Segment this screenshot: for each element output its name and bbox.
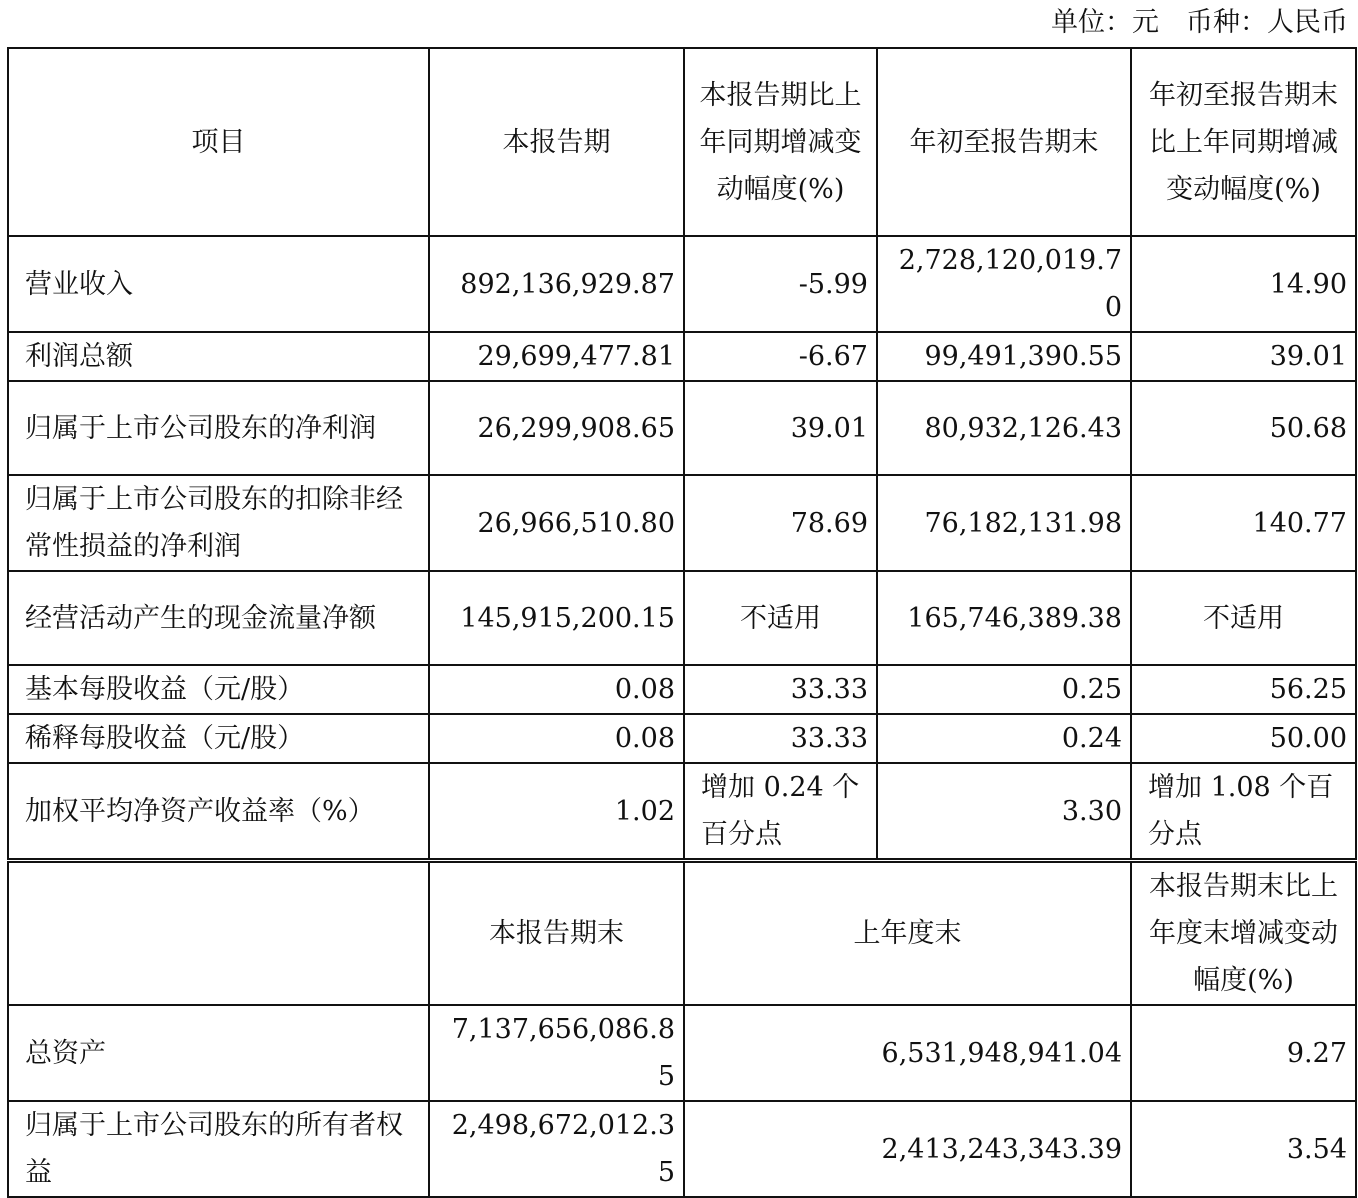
cell-current-change: -6.67 [684, 332, 877, 381]
table-row [8, 714, 1356, 763]
cell-period-end: 2,498,672,012.35 [429, 1101, 684, 1197]
row-label: 营业收入 [8, 236, 429, 332]
header2-item [8, 861, 429, 1006]
cell-current: 0.08 [429, 665, 684, 714]
cell-current-change: -5.99 [684, 236, 877, 332]
cell-current: 892,136,929.87 [429, 236, 684, 332]
unit-currency-note: 单位：元 币种：人民币 [1051, 7, 1348, 38]
row-label: 利润总额 [8, 332, 429, 381]
cell-ytd-change: 39.01 [1131, 332, 1356, 381]
cell-ytd: 0.24 [877, 714, 1131, 763]
row-label: 归属于上市公司股东的所有者权益 [8, 1101, 429, 1197]
table-row [8, 236, 1356, 332]
table-row [8, 571, 1356, 665]
cell-current-change: 33.33 [684, 714, 877, 763]
cell-change: 9.27 [1131, 1005, 1356, 1101]
table-subheader-row [8, 861, 1356, 1006]
row-label: 归属于上市公司股东的扣除非经常性损益的净利润 [8, 475, 429, 571]
cell-change: 3.54 [1131, 1101, 1356, 1197]
financial-data-table [7, 47, 1357, 1198]
cell-current: 145,915,200.15 [429, 571, 684, 665]
header-ytd: 年初至报告期末 [877, 48, 1131, 236]
header-current-period: 本报告期 [429, 48, 684, 236]
cell-ytd: 99,491,390.55 [877, 332, 1131, 381]
cell-current-change: 33.33 [684, 665, 877, 714]
cell-ytd-change: 50.68 [1131, 381, 1356, 475]
table-row [8, 1005, 1356, 1101]
table-row [8, 763, 1356, 861]
cell-ytd-change: 56.25 [1131, 665, 1356, 714]
header-item: 项目 [8, 48, 429, 236]
row-label: 归属于上市公司股东的净利润 [8, 381, 429, 475]
header-prior-year-end: 上年度末 [684, 861, 1131, 1006]
cell-ytd: 2,728,120,019.70 [877, 236, 1131, 332]
cell-current-change: 39.01 [684, 381, 877, 475]
cell-current-change: 78.69 [684, 475, 877, 571]
cell-prior-year-end: 2,413,243,343.39 [684, 1101, 1131, 1197]
cell-current-change: 不适用 [684, 571, 877, 665]
cell-current: 29,699,477.81 [429, 332, 684, 381]
cell-prior-year-end: 6,531,948,941.04 [684, 1005, 1131, 1101]
cell-ytd: 80,932,126.43 [877, 381, 1131, 475]
table-row [8, 332, 1356, 381]
cell-current-change: 增加 0.24 个百分点 [684, 763, 877, 861]
row-label: 基本每股收益（元/股） [8, 665, 429, 714]
cell-current: 0.08 [429, 714, 684, 763]
cell-ytd: 0.25 [877, 665, 1131, 714]
cell-current: 26,966,510.80 [429, 475, 684, 571]
table-row [8, 1101, 1356, 1197]
table-row [8, 381, 1356, 475]
cell-ytd-change: 增加 1.08 个百分点 [1131, 763, 1356, 861]
cell-period-end: 7,137,656,086.85 [429, 1005, 684, 1101]
cell-ytd: 165,746,389.38 [877, 571, 1131, 665]
cell-ytd-change: 50.00 [1131, 714, 1356, 763]
table-row [8, 665, 1356, 714]
cell-current: 26,299,908.65 [429, 381, 684, 475]
row-label: 加权平均净资产收益率（%） [8, 763, 429, 861]
header-period-end: 本报告期末 [429, 861, 684, 1006]
cell-ytd-change: 不适用 [1131, 571, 1356, 665]
header-current-change: 本报告期比上年同期增减变动幅度(%) [684, 48, 877, 236]
cell-ytd-change: 140.77 [1131, 475, 1356, 571]
table-header-row [8, 48, 1356, 236]
row-label: 经营活动产生的现金流量净额 [8, 571, 429, 665]
header-period-end-change: 本报告期末比上年度末增减变动幅度(%) [1131, 861, 1356, 1006]
row-label: 总资产 [8, 1005, 429, 1101]
table-row [8, 475, 1356, 571]
cell-current: 1.02 [429, 763, 684, 861]
header-ytd-change: 年初至报告期末比上年同期增减变动幅度(%) [1131, 48, 1356, 236]
cell-ytd-change: 14.90 [1131, 236, 1356, 332]
cell-ytd: 3.30 [877, 763, 1131, 861]
cell-ytd: 76,182,131.98 [877, 475, 1131, 571]
row-label: 稀释每股收益（元/股） [8, 714, 429, 763]
